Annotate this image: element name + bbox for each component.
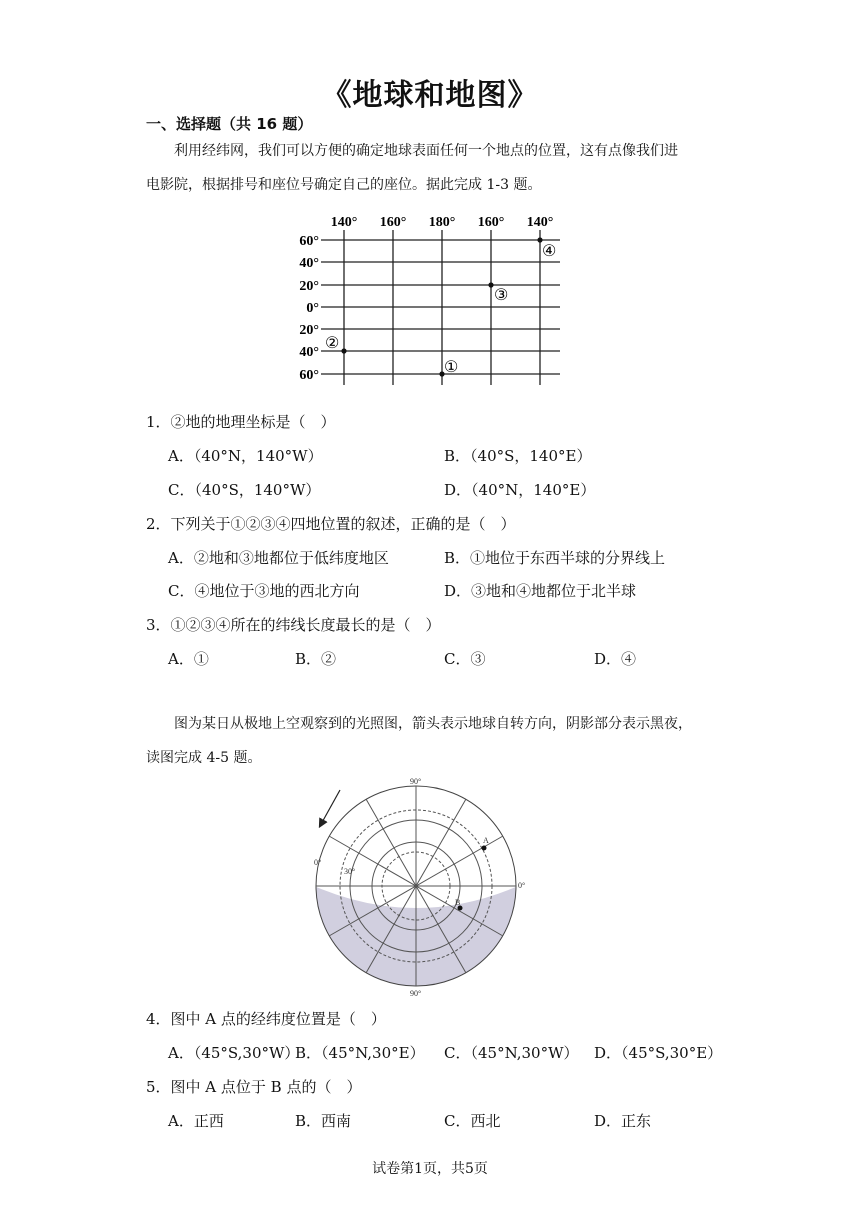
q4-option-a[interactable]: A．（45°S,30°W） <box>168 1044 300 1062</box>
q1-option-a[interactable]: A．（40°N，140°W） <box>168 447 323 465</box>
intro2-line2: 读图完成 4-5 题。 <box>146 750 262 766</box>
top-lon-label: 90° <box>410 777 422 786</box>
lat-label: 60° <box>299 368 319 383</box>
lon-label: 180° <box>428 215 456 230</box>
q4-option-c[interactable]: C．（45°N,30°W） <box>444 1044 579 1062</box>
lat-label: 60° <box>299 234 319 249</box>
lat-label: 40° <box>299 345 319 360</box>
lon-label: 160° <box>477 215 505 230</box>
point-4-label: ④ <box>542 243 557 260</box>
q2-stem: 2．下列关于①②③④四地位置的叙述，正确的是（ ） <box>146 515 516 533</box>
q5-option-d[interactable]: D．正东 <box>594 1112 652 1130</box>
intro2-line1: 图为某日从极地上空观察到的光照图，箭头表示地球自转方向，阴影部分表示黑夜， <box>174 716 692 732</box>
page-footer: 试卷第1页，共5页 <box>372 1161 488 1177</box>
q1-stem: 1．②地的地理坐标是（ ） <box>146 413 336 431</box>
bottom-lon-label: 90° <box>410 989 422 998</box>
point-b-label: B <box>455 898 461 907</box>
q4-option-b[interactable]: B．（45°N,30°E） <box>295 1044 425 1062</box>
q2-option-c[interactable]: C．④地位于③地的西北方向 <box>168 582 360 600</box>
q5-stem: 5．图中 A 点位于 B 点的（ ） <box>146 1078 362 1096</box>
q4-option-d[interactable]: D．（45°S,30°E） <box>594 1044 723 1062</box>
q2-option-a[interactable]: A．②地和③地都位于低纬度地区 <box>168 549 389 567</box>
lat-label: 0° <box>306 301 319 316</box>
lat-30-label: 30° <box>344 867 356 876</box>
q3-stem: 3．①②③④所在的纬线长度最长的是（ ） <box>146 616 441 634</box>
lat-label: 20° <box>299 323 319 338</box>
lat-label: 20° <box>299 279 319 294</box>
intro1-line1: 利用经纬网，我们可以方便的确定地球表面任何一个地点的位置，这有点像我们进 <box>174 143 678 159</box>
polar-illumination-figure <box>300 770 540 1000</box>
q5-option-a[interactable]: A．正西 <box>168 1112 224 1130</box>
left-lon-label: 0° <box>314 858 322 867</box>
lon-label: 140° <box>330 215 358 230</box>
q4-stem: 4．图中 A 点的经纬度位置是（ ） <box>146 1010 386 1028</box>
q3-option-b[interactable]: B．② <box>295 650 337 668</box>
page-title: 《地球和地图》 <box>321 78 539 113</box>
right-lon-label: 0° <box>518 881 526 890</box>
q3-option-d[interactable]: D．④ <box>594 650 637 668</box>
point-2-label: ② <box>325 335 340 352</box>
q1-option-b[interactable]: B．（40°S，140°E） <box>444 447 592 465</box>
lon-label: 160° <box>379 215 407 230</box>
point-4-dot <box>537 237 542 242</box>
point-a-label: A <box>483 836 489 845</box>
point-3-label: ③ <box>494 287 509 304</box>
point-1-label: ① <box>444 359 459 376</box>
intro1-line2: 电影院，根据排号和座位号确定自己的座位。据此完成 1-3 题。 <box>146 177 542 193</box>
q3-option-c[interactable]: C．③ <box>444 650 486 668</box>
q2-option-d[interactable]: D．③地和④地都位于北半球 <box>444 582 637 600</box>
section-heading: 一、选择题（共 16 题） <box>146 115 313 133</box>
rotation-arrow <box>320 790 340 826</box>
grid-lines <box>321 230 560 385</box>
q5-option-b[interactable]: B．西南 <box>295 1112 352 1130</box>
q1-option-c[interactable]: C．（40°S，140°W） <box>168 481 321 499</box>
latlon-grid-figure <box>290 210 580 390</box>
point-a-dot <box>482 846 487 851</box>
point-3-dot <box>488 282 493 287</box>
point-2-dot <box>341 348 346 353</box>
q1-option-d[interactable]: D．（40°N，140°E） <box>444 481 596 499</box>
q2-option-b[interactable]: B．①地位于东西半球的分界线上 <box>444 549 666 567</box>
lon-label: 140° <box>526 215 554 230</box>
lat-label: 40° <box>299 256 319 271</box>
q3-option-a[interactable]: A．① <box>168 650 209 668</box>
q5-option-c[interactable]: C．西北 <box>444 1112 501 1130</box>
